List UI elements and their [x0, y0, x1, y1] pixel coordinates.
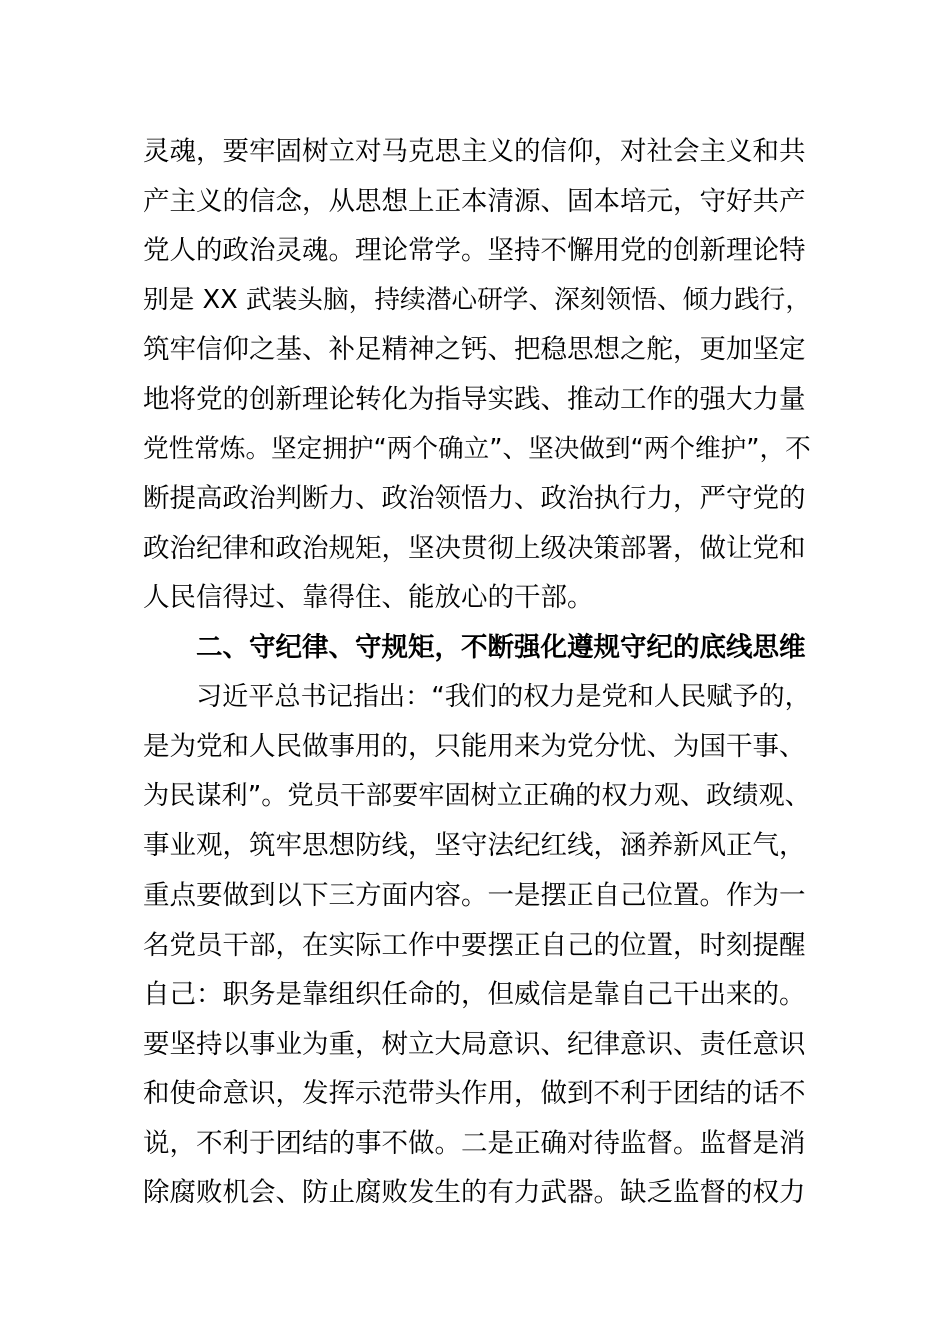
- text-line: 要坚持以事业为重，树立大局意识、纪律意识、责任意识: [143, 1028, 806, 1060]
- text-line: 为民谋利”。党员干部要牢固树立正确的权力观、政绩观、: [143, 780, 811, 811]
- text-line: 断提高政治判断力、政治领悟力、政治执行力，严守党的: [143, 483, 806, 515]
- text-line: 除腐败机会、防止腐败发生的有力武器。缺乏监督的权力: [143, 1177, 806, 1209]
- text-line: 产主义的信念，从思想上正本清源、固本培元，守好共产: [143, 185, 806, 217]
- text-line: 名党员干部，在实际工作中要摆正自己的位置，时刻提醒: [143, 929, 806, 961]
- text-line: 地将党的创新理论转化为指导实践、推动工作的强大力量: [143, 383, 806, 415]
- text-line: 党性常炼。坚定拥护“两个确立”、坚决做到“两个维护”，不: [143, 433, 811, 464]
- text-line: 别是 XX 武装头脑，持续潜心研学、深刻领悟、倾力践行，: [143, 284, 812, 315]
- text-line: 人民信得过、靠得住、能放心的干部。: [143, 582, 594, 614]
- text-line: 说，不利于团结的事不做。二是正确对待监督。监督是消: [143, 1127, 806, 1159]
- text-line: 灵魂，要牢固树立对马克思主义的信仰，对社会主义和共: [143, 136, 806, 167]
- text-line: 事业观，筑牢思想防线，坚守法纪红线，涵养新风正气，: [143, 830, 806, 862]
- text-line: 政治纪律和政治规矩，坚决贯彻上级决策部署，做让党和: [143, 532, 806, 564]
- text-line: 党人的政治灵魂。理论常学。坚持不懈用党的创新理论特: [143, 235, 806, 267]
- text-line: 重点要做到以下三方面内容。一是摆正自己位置。作为一: [143, 879, 806, 911]
- section-heading: 二、守纪律、守规矩，不断强化遵规守纪的底线思维: [196, 631, 806, 663]
- text-line: 是为党和人民做事用的，只能用来为党分忧、为国干事、: [143, 731, 806, 763]
- text-line: 筑牢信仰之基、补足精神之钙、把稳思想之舵，更加坚定: [143, 334, 806, 366]
- text-line: 和使命意识，发挥示范带头作用，做到不利于团结的话不: [143, 1078, 806, 1110]
- paragraph-first-line: 习近平总书记指出：“我们的权力是党和人民赋予的，: [196, 681, 811, 712]
- text-line: 自己：职务是靠组织任命的，但威信是靠自己干出来的。: [143, 979, 806, 1011]
- body-text: [143, 127, 811, 1218]
